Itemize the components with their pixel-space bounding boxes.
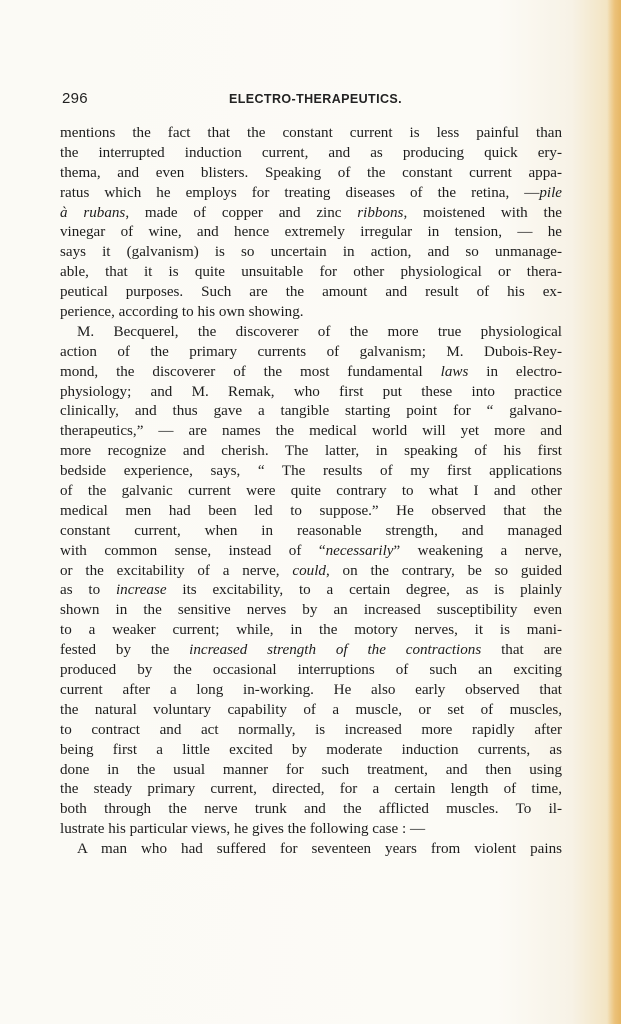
text-span: that are xyxy=(481,642,562,659)
page-header xyxy=(62,90,562,108)
text-line xyxy=(60,601,562,621)
text-line xyxy=(60,840,562,860)
text-line xyxy=(60,402,562,422)
italic-text: could xyxy=(292,562,326,579)
text-span: , on the contrary, be so guided xyxy=(325,562,562,579)
text-span: able, that it is quite unsuitable for other physiological or thera- xyxy=(60,264,562,281)
text-span: physiology; and M. Remak, who first put these into practice xyxy=(60,383,562,400)
text-line xyxy=(60,263,562,283)
text-line xyxy=(60,303,562,323)
text-span: , moistened with the xyxy=(403,204,562,221)
text-span: both through the nerve trunk and the afflicted muscles. To il- xyxy=(60,801,562,818)
text-line xyxy=(60,164,562,184)
text-line xyxy=(60,820,562,840)
text-span: ” weakening a nerve, xyxy=(393,542,563,559)
text-line xyxy=(60,761,562,781)
text-span: the natural voluntary capability of a muscle, or set of muscles, xyxy=(60,701,562,718)
text-span: or the excitability of a nerve, xyxy=(60,562,293,579)
text-span: its excitability, to a certain degree, as is plainly xyxy=(166,582,562,599)
text-line xyxy=(60,641,562,661)
text-span: ratus which he employs for treating diseases of the retina, — xyxy=(60,184,540,201)
text-span: the steady primary current, directed, for a certain length of time, xyxy=(60,781,562,798)
text-line xyxy=(60,721,562,741)
text-line xyxy=(60,422,562,442)
italic-text: necessarily xyxy=(325,542,394,559)
text-span: constant current, when in reasonable strength, and managed xyxy=(60,522,562,539)
italic-text: pile xyxy=(539,184,562,201)
text-span: in electro- xyxy=(468,363,562,380)
text-span: done in the usual manner for such treatment, and then using xyxy=(60,761,562,778)
text-line xyxy=(60,502,562,522)
text-span: fested by the xyxy=(60,642,190,659)
text-span: says it (galvanism) is so uncertain in action, and so unmanage- xyxy=(60,244,562,261)
text-span: of the galvanic current were quite contrary to what I and other xyxy=(60,483,562,500)
text-line xyxy=(60,562,562,582)
text-line xyxy=(60,283,562,303)
italic-text: laws xyxy=(440,363,469,380)
text-span: thema, and even blisters. Speaking of the constant current appa- xyxy=(60,164,562,181)
text-line xyxy=(60,343,562,363)
text-span: being first a little excited by moderate induction currents, as xyxy=(60,741,562,758)
running-title: ELECTRO-THERAPEUTICS. xyxy=(229,92,402,106)
text-span: to contract and act normally, is increased more rapidly after xyxy=(60,721,562,738)
text-line xyxy=(60,522,562,542)
page-edge-shadow xyxy=(607,0,621,1024)
text-span: mentions the fact that the constant current is less painful than xyxy=(60,125,562,141)
text-line xyxy=(60,184,562,204)
text-line xyxy=(60,223,562,243)
text-line xyxy=(60,204,562,224)
text-span: clinically, and thus gave a tangible starting point for “ galvano- xyxy=(60,403,562,420)
italic-text: ribbons xyxy=(357,204,404,221)
text-span: more recognize and cherish. The latter, in speaking of his first xyxy=(60,443,562,460)
text-line xyxy=(60,681,562,701)
text-span: mond, the discoverer of the most fundamental xyxy=(60,363,441,380)
text-line xyxy=(60,482,562,502)
text-span: , made of copper and zinc xyxy=(125,204,358,221)
text-line xyxy=(60,581,562,601)
text-line xyxy=(60,542,562,562)
text-span: peutical purposes. Such are the amount and result of his ex- xyxy=(60,284,562,301)
text-line xyxy=(60,701,562,721)
text-span: A man who had suffered for seventeen years from violent pains xyxy=(77,841,562,858)
text-line xyxy=(60,462,562,482)
text-span: bedside experience, says, “ The results of my first applications xyxy=(60,463,562,480)
text-line xyxy=(60,741,562,761)
text-span: shown in the sensitive nerves by an increased susceptibility even xyxy=(60,602,562,619)
text-line xyxy=(60,383,562,403)
text-span: current after a long in-working. He also early observed that xyxy=(60,681,562,698)
text-line xyxy=(60,243,562,263)
text-line xyxy=(60,363,562,383)
body-text xyxy=(60,124,562,860)
text-span: as to xyxy=(60,582,116,599)
text-line xyxy=(60,621,562,641)
text-span: vinegar of wine, and hence extremely irregular in tension, — he xyxy=(60,224,562,241)
text-span: the interrupted induction current, and as producing quick ery- xyxy=(60,144,562,161)
text-line xyxy=(60,144,562,164)
text-span: lustrate his particular views, he gives the following case : — xyxy=(60,821,426,838)
text-line xyxy=(60,800,562,820)
text-span: to a weaker current; while, in the motory nerves, it is mani- xyxy=(60,622,562,639)
text-span: with common sense, instead of “ xyxy=(60,542,326,559)
page-number: 296 xyxy=(62,90,88,107)
text-span: medical men had been led to suppose.” He observed that the xyxy=(60,502,562,519)
text-line xyxy=(60,323,562,343)
text-line xyxy=(60,442,562,462)
text-span: action of the primary currents of galvanism; M. Dubois-Rey- xyxy=(60,343,562,360)
text-line xyxy=(60,124,562,144)
text-line xyxy=(60,780,562,800)
italic-text: increased strength of the contractions xyxy=(189,642,482,659)
text-span: therapeutics,” — are names the medical world will yet more and xyxy=(60,423,562,440)
italic-text: à rubans xyxy=(60,204,126,221)
text-span: M. Becquerel, the discoverer of the more true physiological xyxy=(77,323,562,340)
italic-text: increase xyxy=(115,582,167,599)
text-span: produced by the occasional interruptions of such an exciting xyxy=(60,662,562,679)
text-span: perience, according to his own showing. xyxy=(60,304,304,321)
text-line xyxy=(60,661,562,681)
